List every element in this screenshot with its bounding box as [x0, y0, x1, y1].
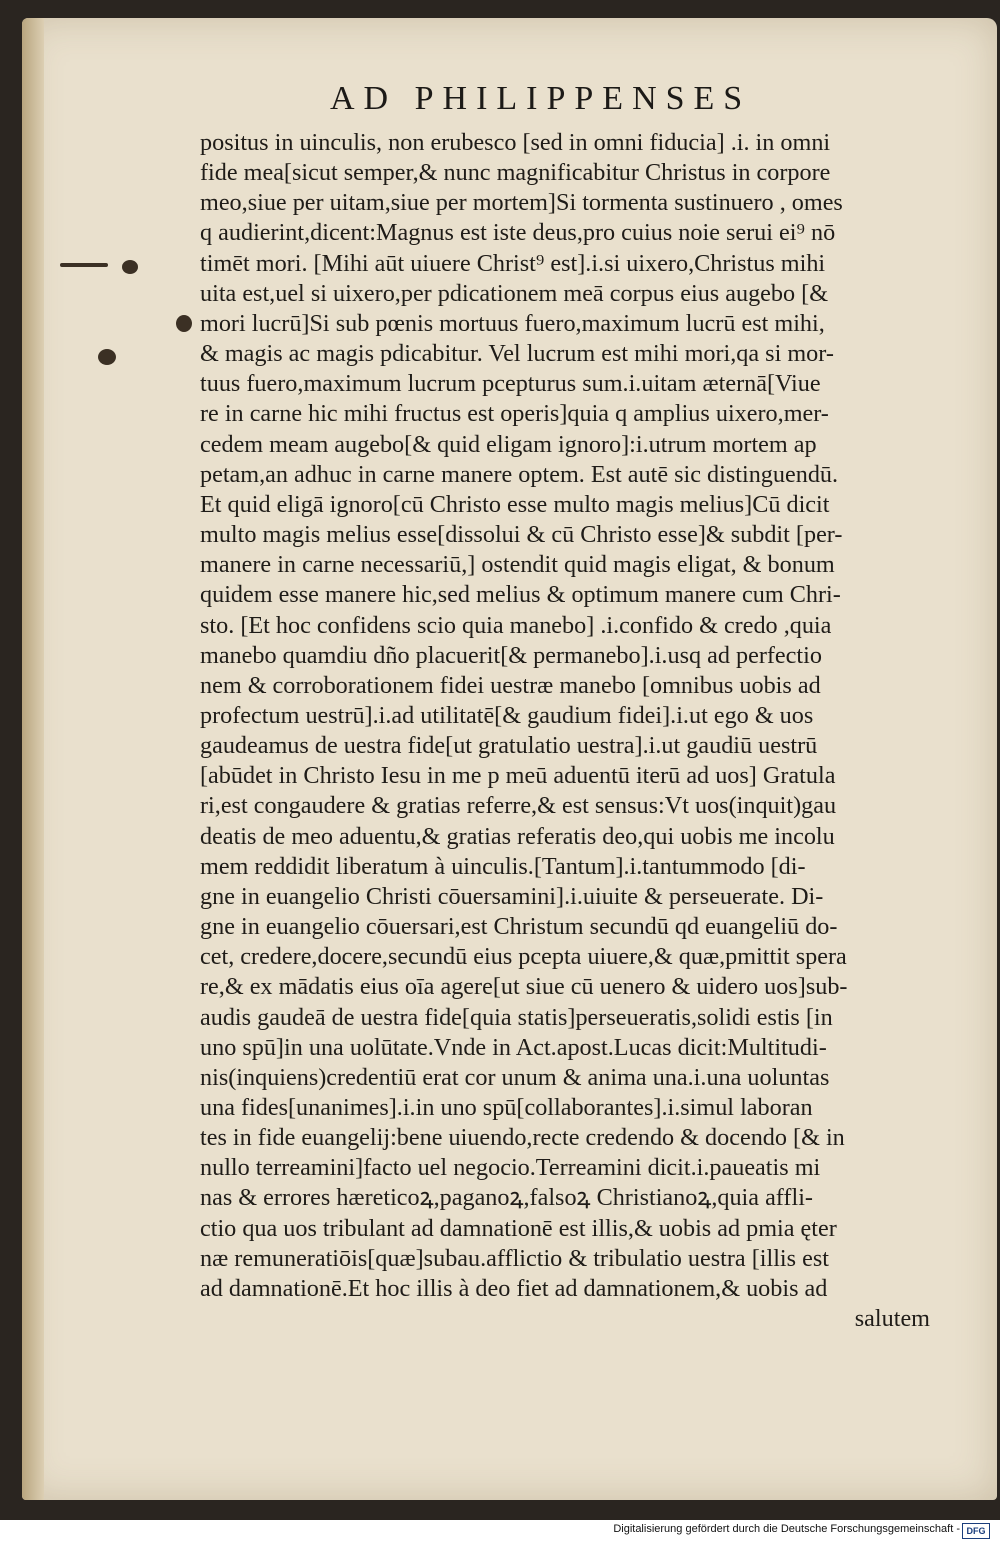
text-line: uno spū]in una uolūtate.Vnde in Act.apost.Lucas dicit:Multitudi- — [200, 1033, 827, 1061]
text-line: manebo quamdiu dño placuerit[& permanebo].i.usq ad perfectio — [200, 641, 822, 669]
margin-dot-mark — [176, 315, 192, 332]
text-line: nullo terreamini]facto uel negocio.Terreamini dicit.i.paueatis mi — [200, 1154, 821, 1182]
text-line: re in carne hic mihi fructus est operis]quia q amplius uixero,mer- — [200, 400, 829, 428]
text-line: q audierint,dicent:Magnus est iste deus,pro cuius noie serui ei⁹ nō — [200, 219, 836, 247]
text-line: quidem esse manere hic,sed melius & optimum manere cum Chri- — [200, 581, 841, 609]
text-line: tes in fide euangelij:bene uiuendo,recte credendo & docendo [& in — [200, 1124, 845, 1152]
text-line: fide mea[sicut semper,& nunc magnificabitur Christus in corpore — [200, 159, 831, 187]
footer-bar — [0, 1520, 1000, 1541]
text-line: multo magis melius esse[dissolui & cū Christo esse]& subdit [per- — [200, 521, 843, 549]
margin-dash-mark — [60, 263, 108, 267]
text-line: nas & errores hæreticoꝝ,paganoꝝ,falsoꝝ Christianoꝝ,quia affli- — [200, 1184, 813, 1212]
text-line: profectum uestrū].i.ad utilitatē[& gaudium fidei].i.ut ego & uos — [200, 701, 814, 729]
body-text — [200, 128, 970, 1334]
text-line: petam,an adhuc in carne manere optem. Est autē sic distinguendū. — [200, 460, 839, 488]
text-line: timēt mori. [Mihi aūt uiuere Christ⁹ est].i.si uixero,Christus mihi — [200, 249, 826, 277]
text-line: mem reddidit liberatum à uinculis.[Tantum].i.tantummodo [di- — [200, 852, 806, 880]
text-line: ri,est congaudere & gratias referre,& est sensus:Vt uos(inquit)gau — [200, 792, 837, 820]
text-line: tuus fuero,maximum lucrum pcepturus sum.i.uitam æternā[Viue — [200, 370, 821, 398]
text-line: nis(inquiens)credentiū erat cor unum & anima una.i.una uoluntas — [200, 1063, 830, 1091]
text-line: nem & corroborationem fidei uestræ manebo [omnibus uobis ad — [200, 671, 821, 699]
text-line: cet, credere,docere,secundū eius pcepta uiuere,& quæ,pmittit spera — [200, 943, 847, 971]
text-line: uita est,uel si uixero,per pdicationem meā corpus eius augebo [& — [200, 279, 829, 307]
text-line: mori lucrū]Si sub pœnis mortuus fuero,maximum lucrū est mihi, — [200, 309, 825, 337]
footer-credit: Digitalisierung gefördert durch die Deutsche Forschungsgemeinschaft - — [613, 1523, 960, 1535]
text-line: positus in uinculis, non erubesco [sed in omni fiducia] .i. in omni — [200, 129, 831, 156]
dfg-logo: DFG — [962, 1523, 990, 1539]
page-gutter-edge — [22, 18, 44, 1500]
text-line: meo,siue per uitam,siue per mortem]Si tormenta sustinuero , omes — [200, 189, 843, 217]
text-line: re,& ex mādatis eius oīa agere[ut siue cū uenero & uidero uos]sub- — [200, 973, 848, 1001]
text-line: Et quid eligā ignoro[cū Christo esse multo magis melius]Cū dicit — [200, 490, 830, 518]
text-line: deatis de meo aduentu,& gratias referatis deo,qui uobis me incolu — [200, 822, 835, 850]
text-line: ad damnationē.Et hoc illis à deo fiet ad damnationem,& uobis ad — [200, 1274, 828, 1302]
margin-dot-mark — [122, 260, 138, 274]
text-line: gne in euangelio Christi cōuersamini].i.uiuite & perseuerate. Di- — [200, 882, 824, 910]
text-line: gne in euangelio cōuersari,est Christum secundū qd euangeliū do- — [200, 913, 838, 941]
running-head: AD PHILIPPENSES — [330, 80, 752, 117]
text-line: manere in carne necessariū,] ostendit quid magis eligat, & bonum — [200, 551, 835, 579]
text-line: [abūdet in Christo Iesu in me p meū aduentū iterū ad uos] Gratula — [200, 762, 836, 790]
margin-dot-mark — [98, 349, 116, 365]
text-line: audis gaudeā de uestra fide[quia statis]perseueratis,solidi estis [in — [200, 1003, 833, 1031]
text-line: næ remuneratiōis[quæ]subau.afflictio & tribulatio uestra [illis est — [200, 1244, 829, 1272]
text-line: sto. [Et hoc confidens scio quia manebo] .i.confido & credo ,quia — [200, 611, 832, 639]
text-line: cedem meam augebo[& quid eligam ignoro]:i.utrum mortem ap — [200, 430, 817, 458]
text-line: gaudeamus de uestra fide[ut gratulatio uestra].i.ut gaudiū uestrū — [200, 732, 818, 760]
text-line: una fides[unanimes].i.in uno spū[collaborantes].i.simul laboran — [200, 1094, 813, 1121]
text-line: ctio qua uos tribulant ad damnationē est illis,& uobis ad pmia ęter — [200, 1214, 837, 1242]
catchword: salutem — [854, 1305, 930, 1333]
text-line: & magis ac magis pdicabitur. Vel lucrum est mihi mori,qa si mor- — [200, 340, 834, 368]
